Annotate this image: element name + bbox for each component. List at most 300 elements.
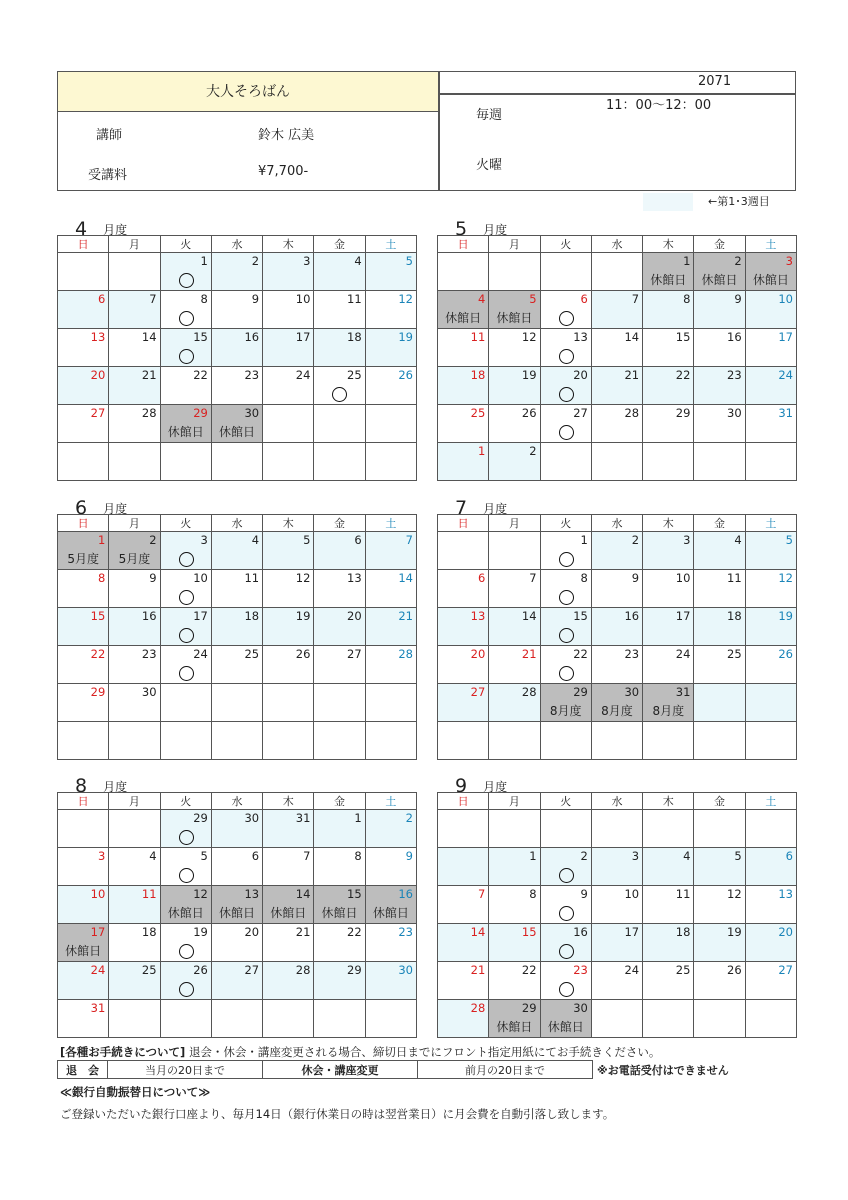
day-number: 11 (727, 571, 742, 585)
calendar-day (263, 886, 314, 924)
calendar-day (489, 253, 540, 291)
weekday-header: 火 (540, 793, 591, 810)
calendar-day (211, 684, 262, 722)
calendar-day (314, 367, 365, 405)
day-number: 1 (354, 811, 362, 825)
month-number: 7 (455, 497, 468, 519)
year: 2071 (698, 74, 732, 89)
calendar-day (314, 646, 365, 684)
calendar-day (365, 886, 416, 924)
calendar-day (109, 684, 160, 722)
day-number: 12 (778, 571, 793, 585)
calendar-day (263, 608, 314, 646)
day-number: 24 (295, 368, 311, 382)
calendar-day (591, 367, 642, 405)
calendar-day (694, 684, 745, 722)
day-number: 24 (624, 963, 640, 977)
calendar-day (263, 291, 314, 329)
day-number: 19 (295, 609, 311, 623)
day-number: 11 (470, 330, 486, 344)
weekday-header: 木 (263, 515, 314, 532)
weekday-header: 土 (745, 793, 796, 810)
calendar-day (438, 367, 489, 405)
calendar-day (745, 291, 796, 329)
calendar-day (540, 684, 591, 722)
day-number: 1 (580, 533, 588, 547)
month-number: 4 (75, 218, 88, 240)
day-note: 休館日 (321, 906, 358, 920)
calendar-day (211, 1000, 262, 1038)
day-number: 30 (141, 685, 157, 699)
calendar-day (211, 810, 262, 848)
calendar-day (438, 886, 489, 924)
weekday-header: 土 (365, 236, 416, 253)
day-number: 16 (141, 609, 157, 623)
calendar-day (643, 570, 694, 608)
calendar-day (745, 253, 796, 291)
day-number: 16 (727, 330, 742, 344)
weekday-header: 木 (263, 793, 314, 810)
day-number: 19 (398, 330, 413, 344)
day-number: 2 (251, 254, 260, 268)
calendar-day (160, 570, 211, 608)
calendar-day (160, 291, 211, 329)
calendar-day (694, 329, 745, 367)
class-day-circle-icon (559, 425, 574, 440)
change-deadline: 前月の20日まで (418, 1061, 593, 1079)
class-day: 火曜 (476, 158, 503, 173)
day-number: 8 (580, 571, 588, 585)
calendar-day (263, 1000, 314, 1038)
calendar-day (211, 329, 262, 367)
day-note: 休館日 (701, 273, 738, 287)
day-note: 休館日 (65, 944, 102, 958)
calendar-day (643, 1000, 694, 1038)
weekday-header: 水 (211, 793, 262, 810)
day-number: 14 (624, 330, 640, 344)
day-number: 12 (521, 330, 537, 344)
day-number: 28 (624, 406, 640, 420)
day-number: 9 (149, 571, 157, 585)
calendar-day (694, 532, 745, 570)
calendar-day (438, 722, 489, 760)
calendar-day (489, 646, 540, 684)
calendar-day (160, 608, 211, 646)
weekday-header: 日 (58, 515, 109, 532)
calendar-day (643, 684, 694, 722)
calendar-day (58, 532, 109, 570)
day-number: 21 (398, 609, 413, 623)
day-note: 休館日 (496, 1020, 533, 1034)
month-suffix: 月度 (483, 223, 508, 237)
day-number: 14 (141, 330, 157, 344)
day-number: 7 (529, 571, 537, 585)
calendar-day (365, 253, 416, 291)
day-number: 4 (477, 292, 486, 306)
teacher-name: 鈴木 広美 (258, 128, 315, 143)
calendar-day (109, 886, 160, 924)
calendar-day (314, 1000, 365, 1038)
day-number: 9 (405, 849, 413, 863)
day-note: 休館日 (218, 906, 255, 920)
calendar-day (109, 443, 160, 481)
calendar-day (109, 532, 160, 570)
day-note: 休館日 (218, 425, 255, 439)
calendar-day (160, 443, 211, 481)
day-number: 5 (405, 254, 413, 268)
calendar-day (694, 443, 745, 481)
weekday-header: 日 (58, 793, 109, 810)
day-number: 3 (200, 533, 208, 547)
calendar-day (591, 886, 642, 924)
calendar-day (160, 329, 211, 367)
class-day-circle-icon (332, 387, 347, 402)
day-number: 24 (675, 647, 691, 661)
calendar-day (160, 886, 211, 924)
day-note: 休館日 (496, 311, 533, 325)
day-number: 28 (470, 1001, 486, 1015)
calendar-day (211, 722, 262, 760)
day-number: 22 (347, 925, 362, 939)
day-number: 15 (573, 609, 588, 623)
calendar-day (591, 684, 642, 722)
class-day-circle-icon (559, 906, 574, 921)
month-number: 9 (455, 775, 468, 797)
calendar-day (365, 405, 416, 443)
day-number: 17 (295, 330, 311, 344)
calendar-day (745, 810, 796, 848)
day-number: 23 (244, 368, 260, 382)
change-label: 休会・講座変更 (263, 1061, 418, 1079)
calendar-day (745, 646, 796, 684)
calendar-day (540, 1000, 591, 1038)
calendar-day (438, 962, 489, 1000)
calendar-day (489, 848, 540, 886)
day-number: 27 (573, 406, 588, 420)
calendar-day (211, 405, 262, 443)
day-number: 19 (778, 609, 793, 623)
day-note: 8月度 (652, 704, 685, 718)
calendar-grid (57, 235, 417, 481)
calendar-day (211, 646, 262, 684)
calendar-day (591, 1000, 642, 1038)
calendar-day (438, 924, 489, 962)
calendar-grid (437, 514, 797, 760)
day-number: 8 (97, 571, 106, 585)
day-number: 23 (727, 368, 742, 382)
calendar-day (58, 291, 109, 329)
weekday-header: 月 (489, 793, 540, 810)
day-number: 30 (573, 1001, 588, 1015)
day-note: 休館日 (167, 906, 204, 920)
calendar-day (489, 532, 540, 570)
day-number: 18 (727, 609, 742, 623)
calendar-day (365, 291, 416, 329)
calendar-day (745, 886, 796, 924)
calendar-day (745, 924, 796, 962)
calendar-day (211, 608, 262, 646)
day-number: 14 (470, 925, 486, 939)
calendar-day (591, 329, 642, 367)
day-note: 5月度 (118, 552, 151, 566)
calendar-day (109, 722, 160, 760)
day-number: 2 (405, 811, 413, 825)
calendar-day (540, 924, 591, 962)
day-number: 13 (778, 887, 793, 901)
day-number: 2 (149, 533, 157, 547)
day-number: 3 (785, 254, 793, 268)
class-day-circle-icon (179, 628, 194, 643)
calendar-day (694, 608, 745, 646)
calendar-day (540, 886, 591, 924)
calendar-day (745, 848, 796, 886)
calendar-day (489, 924, 540, 962)
calendar-day (540, 570, 591, 608)
calendar-day (109, 962, 160, 1000)
day-number: 4 (734, 533, 742, 547)
calendar-day (263, 848, 314, 886)
day-number: 22 (193, 368, 208, 382)
calendar-day (489, 684, 540, 722)
calendar-day (591, 848, 642, 886)
calendar-day (489, 291, 540, 329)
day-number: 22 (573, 647, 588, 661)
day-number: 22 (675, 368, 691, 382)
month-suffix: 月度 (483, 780, 508, 794)
day-number: 21 (141, 368, 157, 382)
day-number: 17 (675, 609, 691, 623)
day-number: 6 (97, 292, 106, 306)
day-number: 18 (470, 368, 486, 382)
day-number: 23 (624, 647, 640, 661)
calendar-day (365, 1000, 416, 1038)
day-number: 19 (521, 368, 537, 382)
weekday-header: 水 (591, 793, 642, 810)
day-number: 10 (778, 292, 793, 306)
day-number: 6 (785, 849, 793, 863)
calendar-day (365, 810, 416, 848)
calendar-day (314, 532, 365, 570)
calendar-day (58, 329, 109, 367)
day-number: 11 (347, 292, 362, 306)
day-number: 18 (675, 925, 691, 939)
day-number: 29 (90, 685, 106, 699)
day-note: 休館日 (752, 273, 789, 287)
class-day-circle-icon (179, 868, 194, 883)
calendar-day (745, 962, 796, 1000)
calendar-day (438, 329, 489, 367)
day-number: 29 (193, 811, 208, 825)
weekday-header: 木 (263, 236, 314, 253)
day-number: 30 (244, 811, 260, 825)
calendar-day (263, 722, 314, 760)
day-number: 28 (295, 963, 311, 977)
calendar-day (160, 684, 211, 722)
calendar-day (643, 253, 694, 291)
fee-label: 受講料 (88, 168, 128, 183)
weekday-header: 水 (211, 515, 262, 532)
day-number: 15 (521, 925, 537, 939)
calendar-day (540, 608, 591, 646)
day-number: 25 (470, 406, 486, 420)
month-number: 5 (455, 218, 468, 240)
day-number: 18 (141, 925, 157, 939)
day-number: 3 (303, 254, 311, 268)
note-highlight (643, 193, 693, 211)
day-number: 8 (683, 292, 691, 306)
class-day-circle-icon (559, 628, 574, 643)
calendar-day (591, 570, 642, 608)
calendar-day (365, 962, 416, 1000)
calendar-day (160, 722, 211, 760)
calendar-day (109, 405, 160, 443)
calendar-day (489, 962, 540, 1000)
day-number: 4 (149, 849, 157, 863)
day-number: 13 (90, 330, 106, 344)
day-number: 27 (90, 406, 106, 420)
day-number: 13 (470, 609, 486, 623)
day-number: 17 (90, 925, 106, 939)
deadline-table (57, 1060, 733, 1079)
calendar-day (263, 253, 314, 291)
calendar-day (643, 848, 694, 886)
day-number: 5 (785, 533, 793, 547)
calendar-day (211, 962, 262, 1000)
day-number: 15 (90, 609, 106, 623)
weekday-header: 金 (314, 515, 365, 532)
day-number: 3 (97, 849, 106, 863)
day-number: 18 (347, 330, 362, 344)
calendar-day (314, 962, 365, 1000)
day-note: 5月度 (67, 552, 99, 566)
teacher-label: 講師 (96, 128, 123, 143)
calendar-day (438, 848, 489, 886)
calendar-day (211, 443, 262, 481)
day-number: 16 (624, 609, 640, 623)
calendar-day (745, 443, 796, 481)
calendar-day (58, 443, 109, 481)
day-number: 12 (295, 571, 311, 585)
weekday-header: 木 (643, 236, 694, 253)
calendar-day (745, 329, 796, 367)
weekday-header: 火 (160, 793, 211, 810)
calendar-day (58, 722, 109, 760)
day-number: 7 (149, 292, 157, 306)
day-number: 29 (521, 1001, 537, 1015)
calendar-day (745, 367, 796, 405)
procedures-line (60, 1044, 660, 1060)
calendar-day (314, 329, 365, 367)
day-number: 26 (727, 963, 742, 977)
day-number: 22 (521, 963, 537, 977)
weekday-header: 木 (643, 793, 694, 810)
day-number: 6 (354, 533, 362, 547)
calendar-day (314, 291, 365, 329)
calendar-day (314, 886, 365, 924)
day-number: 21 (624, 368, 640, 382)
header-divider (438, 72, 440, 190)
calendar-day (58, 684, 109, 722)
calendar-day (160, 532, 211, 570)
day-number: 23 (141, 647, 157, 661)
calendar-day (540, 367, 591, 405)
calendar-day (109, 253, 160, 291)
day-number: 29 (193, 406, 208, 420)
procedures-text: 退会・休会・講座変更される場合、締切日までにフロント指定用紙にてお手続きください。 (188, 1045, 661, 1059)
calendar-day (263, 684, 314, 722)
day-number: 23 (573, 963, 588, 977)
day-number: 21 (521, 647, 537, 661)
calendar-day (109, 810, 160, 848)
day-number: 5 (303, 533, 311, 547)
class-day-circle-icon (559, 666, 574, 681)
day-number: 1 (683, 254, 691, 268)
calendar-day (643, 962, 694, 1000)
weekday-header: 月 (489, 515, 540, 532)
calendar-day (540, 405, 591, 443)
class-day-circle-icon (179, 590, 194, 605)
day-number: 14 (398, 571, 413, 585)
day-number: 12 (193, 887, 208, 901)
calendar-day (591, 405, 642, 443)
calendar-day (58, 608, 109, 646)
weekday-header: 金 (694, 236, 745, 253)
class-day-circle-icon (179, 830, 194, 845)
day-number: 6 (251, 849, 260, 863)
calendar-day (540, 253, 591, 291)
calendar-day (745, 684, 796, 722)
day-number: 10 (193, 571, 208, 585)
calendar-day (694, 367, 745, 405)
calendar-day (694, 810, 745, 848)
class-day-circle-icon (179, 273, 194, 288)
day-note: 休館日 (650, 273, 687, 287)
day-number: 30 (398, 963, 413, 977)
day-number: 10 (624, 887, 640, 901)
day-number: 20 (573, 368, 588, 382)
day-number: 7 (477, 887, 486, 901)
calendar-day (365, 924, 416, 962)
calendar-day (438, 810, 489, 848)
day-number: 2 (631, 533, 640, 547)
calendar-day (160, 962, 211, 1000)
calendar-day (540, 810, 591, 848)
calendar-day (365, 722, 416, 760)
calendar-day (540, 646, 591, 684)
calendar-day (643, 646, 694, 684)
withdraw-deadline: 当月の20日まで (108, 1061, 263, 1079)
calendar-day (694, 962, 745, 1000)
calendar-day (643, 722, 694, 760)
calendar-day (438, 646, 489, 684)
weekday-header: 日 (58, 236, 109, 253)
day-number: 13 (347, 571, 362, 585)
day-number: 9 (734, 292, 742, 306)
class-day-circle-icon (179, 349, 194, 364)
class-day-circle-icon (559, 944, 574, 959)
day-number: 5 (734, 849, 742, 863)
calendar-day (263, 532, 314, 570)
day-number: 30 (727, 406, 742, 420)
calendar-day (211, 570, 262, 608)
week-note: ←第1･3週目 (708, 195, 770, 208)
day-number: 20 (244, 925, 260, 939)
calendar-day (365, 532, 416, 570)
calendar-day (643, 886, 694, 924)
weekday-header: 月 (109, 515, 160, 532)
day-number: 14 (521, 609, 537, 623)
day-note: 8月度 (549, 704, 582, 718)
